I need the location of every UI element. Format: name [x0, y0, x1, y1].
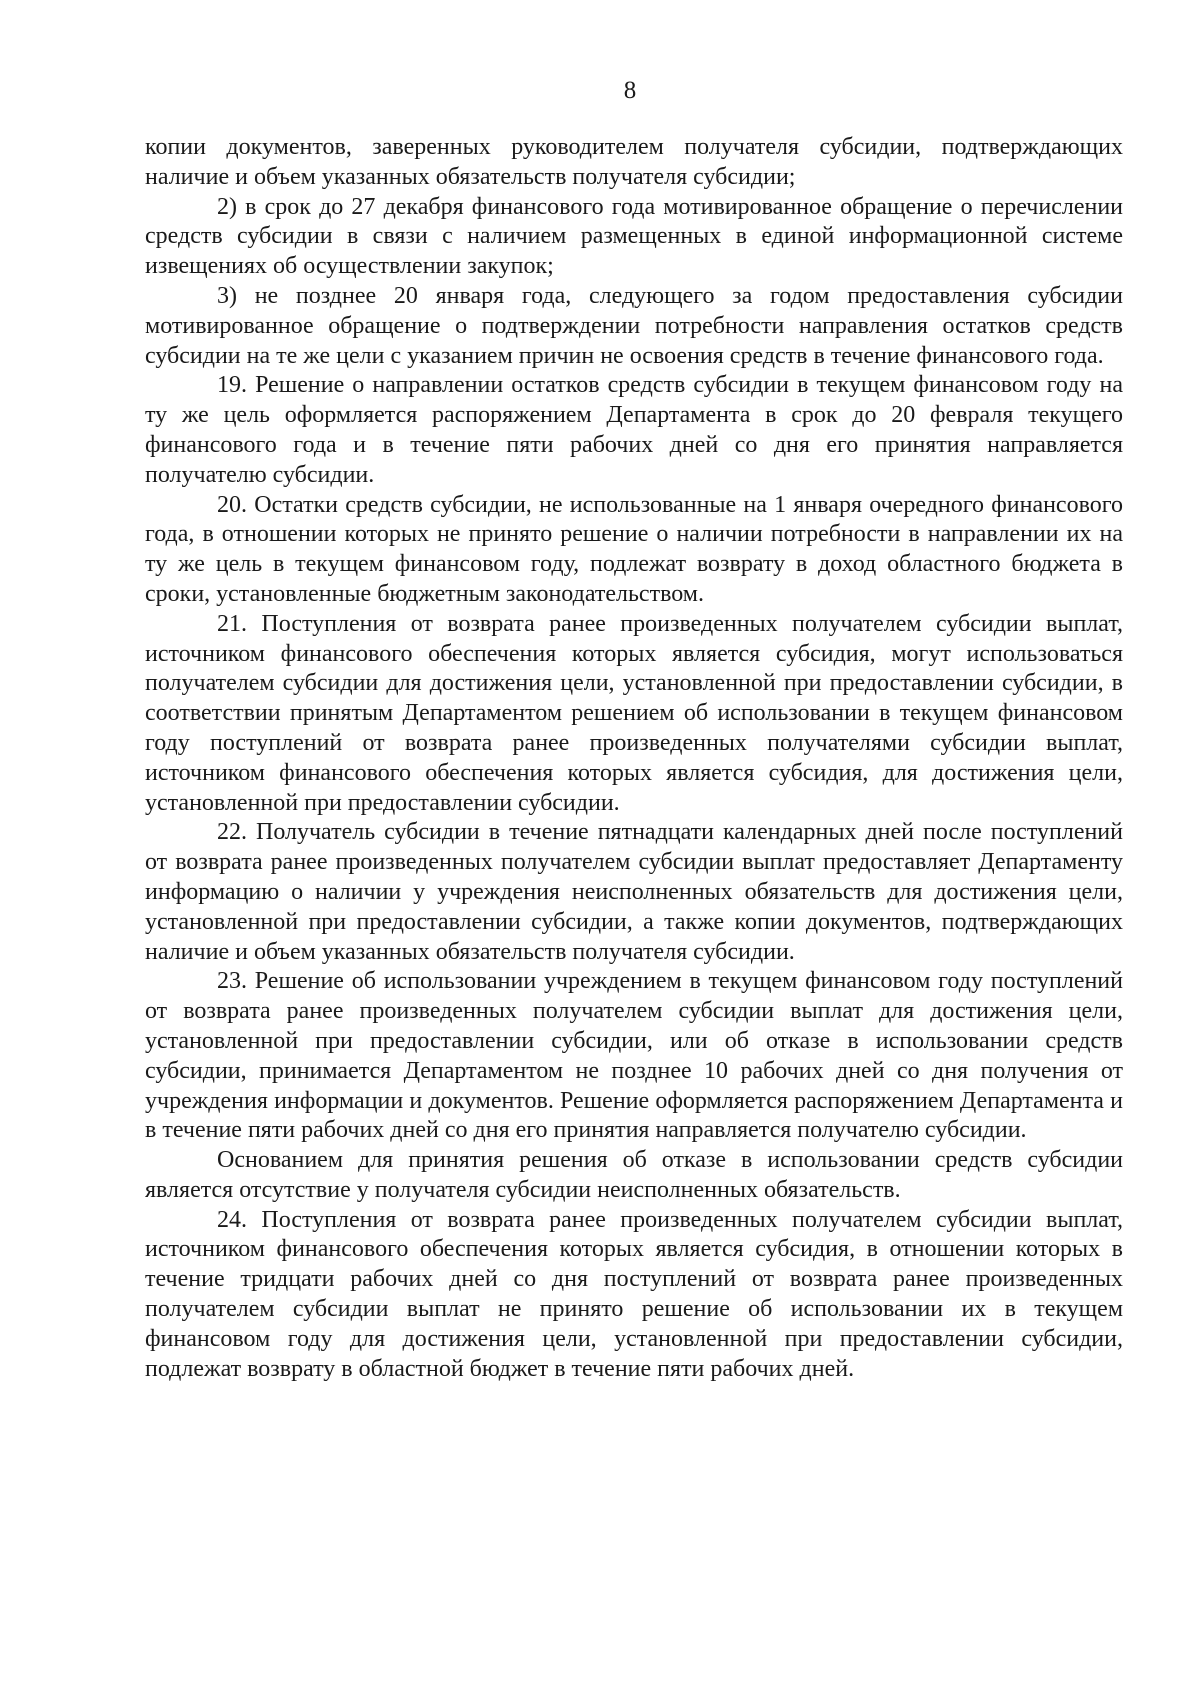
paragraph-clause-21: 21. Поступления от возврата ранее произведенных получателем субсидии выплат, источником финансового обеспечения которых является субсидия, могут использоваться получателем субсидии для достижения цели, установленной при предоставлении субсидии, в соответствии принятым Департаментом решением об использовании в текущем финансовом году поступлений от возврата ранее произведенных получателями субсидии выплат, источником финансового обеспечения которых является субсидия, для достижения цели, установленной при предоставлении субсидии. — [145, 610, 1123, 816]
paragraph-clause-19: 19. Решение о направлении остатков средств субсидии в текущем финансовом году на ту же цель оформляется распоряжением Департамента в срок до 20 февраля текущего финансового года и в течение пяти рабочих дней со дня его принятия направляется получателю субсидии. — [145, 372, 1123, 488]
paragraph-clause-24: 24. Поступления от возврата ранее произведенных получателем субсидии выплат, источником финансового обеспечения которых является субсидия, в отношении которых в течение тридцати рабочих дней со дня поступлений от возврата ранее произведенных получателем субсидии выплат не принято решение об использовании их в текущем финансовом году для достижения цели, установленной при предоставлении субсидии, подлежат возврату в областной бюджет в течение пяти рабочих дней. — [145, 1206, 1123, 1382]
paragraph-clause-23: 23. Решение об использовании учреждением в текущем финансовом году поступлений от возврата ранее произведенных получателем субсидии выплат для достижения цели, установленной при предоставлении субсидии, или об отказе в использовании средств субсидии, принимается Департаментом не позднее 10 рабочих дней со дня получения от учреждения информации и документов. Решение оформляется распоряжением Департамента и в течение пяти рабочих дней со дня его принятия направляется получателю субсидии. — [145, 968, 1123, 1144]
paragraph-continuation: копии документов, заверенных руководителем получателя субсидии, подтверждающих наличие и объем указанных обязательств получателя субсидии; — [145, 134, 1123, 190]
paragraph-item-3: 3) не позднее 20 января года, следующего за годом предоставления субсидии мотивированное обращение о подтверждении потребности направления остатков средств субсидии на те же цели с указанием причин не освоения средств в течение финансового года. — [145, 282, 1123, 369]
page-number: 8 — [623, 77, 637, 104]
paragraph-clause-20: 20. Остатки средств субсидии, не использованные на 1 января очередного финансового года, в отношении которых не принято решение о наличии потребности в направлении их на ту же цель в текущем финансовом году, подлежат возврату в доход областного бюджета в сроки, установленные бюджетным законодательством. — [145, 491, 1123, 607]
paragraph-clause-22: 22. Получатель субсидии в течение пятнадцати календарных дней после поступлений от возврата ранее произведенных получателем субсидии выплат предоставляет Департаменту информацию о наличии у учреждения неисполненных обязательств для достижения цели, установленной при предоставлении субсидии, а также копии документов, подтверждающих наличие и объем указанных обязательств получателя субсидии. — [145, 819, 1123, 965]
document-body — [145, 133, 1123, 1384]
paragraph-refusal-basis: Основанием для принятия решения об отказе в использовании средств субсидии является отсутствие у получателя субсидии неисполненных обязательств. — [145, 1147, 1123, 1203]
paragraph-item-2: 2) в срок до 27 декабря финансового года мотивированное обращение о перечислении средств субсидии в связи с наличием размещенных в единой информационной системе извещениях об осуществлении закупок; — [145, 193, 1123, 280]
